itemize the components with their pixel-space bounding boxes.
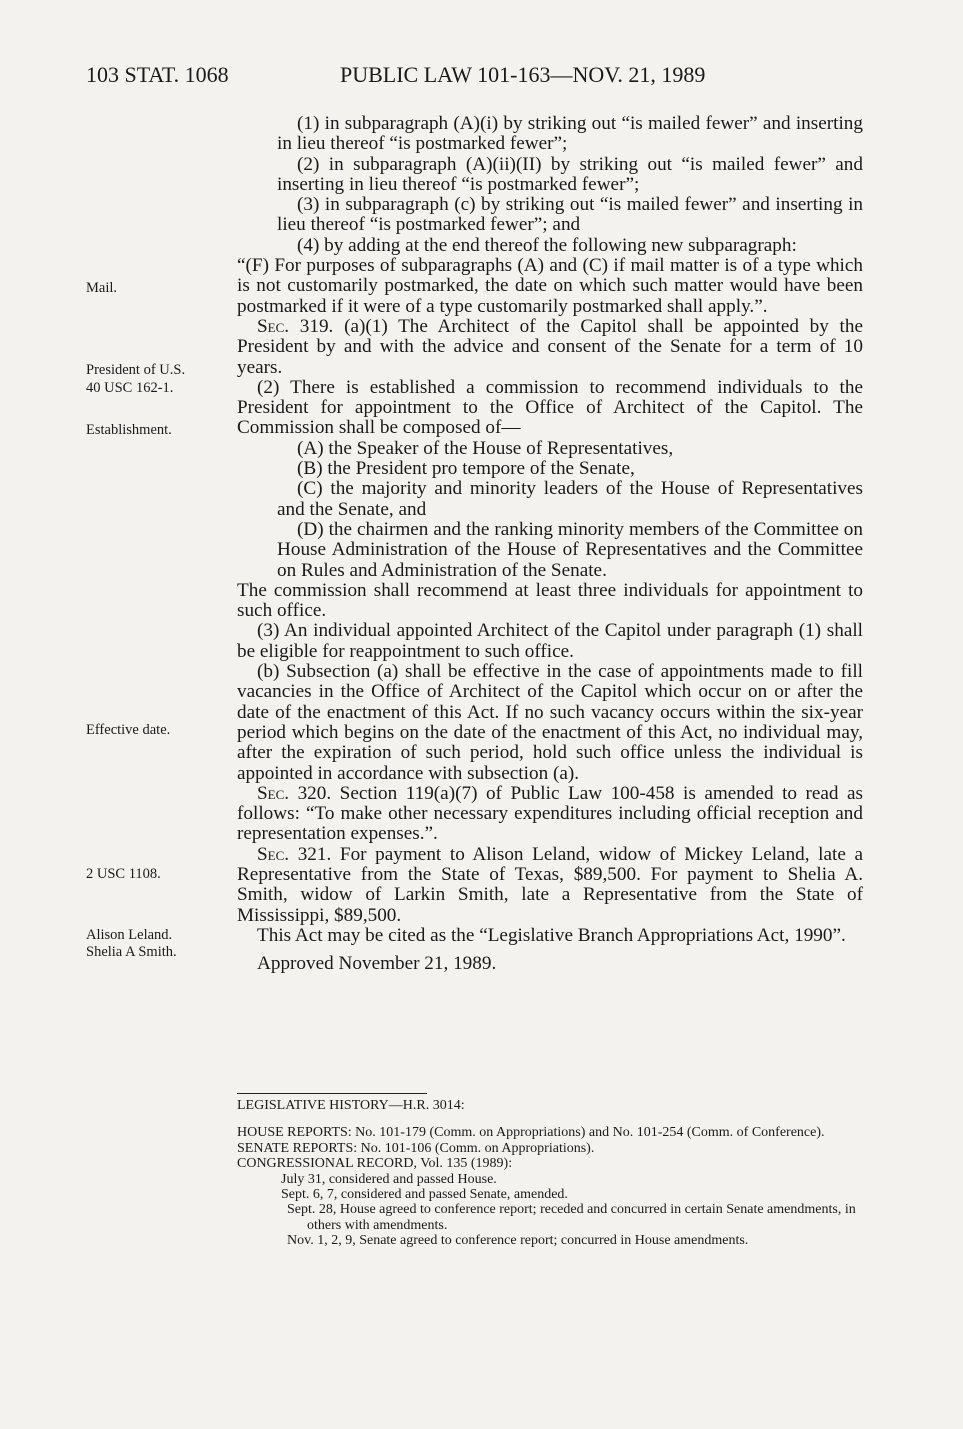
margin-note-establishment: Establishment. — [86, 422, 172, 438]
history-entry: July 31, considered and passed House. — [281, 1171, 497, 1187]
margin-note-40-usc: 40 USC 162-1. — [86, 380, 174, 396]
paragraph-2: (2) in subparagraph (A)(ii)(II) by striking out “is mailed fewer” and inserting in lieu thereof “is postmarked fewer”; — [277, 153, 863, 195]
history-entry: Nov. 1, 2, 9, Senate agreed to conference report; concurred in House amendments. — [287, 1233, 749, 1249]
section-321-text: For payment to Alison Leland, widow of Mickey Leland, late a Representative from the State of Texas, $89,500. For payment to Shelia A. Smith, widow of Larkin Smith, late a Representative from the State of Mississippi, $89,500. — [237, 843, 864, 926]
section-320-text: Section 119(a)(7) of Public Law 100-458 is amended to read as follows: “To make other necessary expenditures including official reception and representation expenses.”. — [237, 782, 863, 845]
paragraph-1: (1) in subparagraph (A)(i) by striking out “is mailed fewer” and inserting in lieu thereof “is postmarked fewer”; — [277, 113, 863, 155]
section-321 — [237, 845, 863, 926]
public-law-title: PUBLIC LAW 101-163—NOV. 21, 1989 — [340, 62, 706, 87]
legislative-history — [237, 1092, 863, 1249]
section-319-a3: (3) An individual appointed Architect of the Capitol under paragraph (1) shall be eligible for reappointment to such office. — [237, 620, 863, 662]
section-321-label: Sec. 321. — [257, 843, 332, 865]
section-319-label: Sec. 319. — [257, 315, 334, 337]
short-title: This Act may be cited as the “Legislative Branch Appropriations Act, 1990”. — [257, 924, 846, 946]
margin-note-2-usc: 2 USC 1108. — [86, 866, 161, 882]
section-320 — [237, 784, 863, 845]
statute-reference: 103 STAT. 1068 — [86, 62, 229, 87]
margin-note-mail: Mail. — [86, 280, 118, 296]
history-entry: Sept. 6, 7, considered and passed Senate, amended. — [281, 1187, 568, 1203]
house-reports: HOUSE REPORTS: No. 101-179 (Comm. on Appropriations) and No. 101-254 (Comm. of Conference). — [237, 1125, 825, 1141]
margin-note-effective-date: Effective date. — [86, 722, 171, 738]
history-entry: Sept. 28, House agreed to conference report; receded and concurred in certain Senate amendments, in others with amendments. — [287, 1202, 856, 1233]
law-body — [237, 114, 863, 974]
section-320-label: Sec. 320. — [257, 782, 332, 804]
section-319-a1-text: (a)(1) The Architect of the Capitol shall be appointed by the President by and with the advice and consent of the Senate for a term of 10 years. — [237, 315, 863, 378]
approval-date: Approved November 21, 1989. — [257, 953, 497, 975]
commission-member-b: (B) the President pro tempore of the Senate, — [297, 458, 635, 480]
paragraph-4: (4) by adding at the end thereof the following new subparagraph: — [297, 234, 797, 256]
margin-note-alison-leland: Alison Leland. — [86, 927, 173, 943]
section-319-a2: (2) There is established a commission to recommend individuals to the President for appointment to the Office of Architect of the Capitol. The Commission shall be composed of— — [237, 376, 863, 439]
subparagraph-f: “(F) For purposes of subparagraphs (A) and (C) if mail matter is of a type which is not customarily postmarked, the date on which such matter would have been postmarked if it were of a type customarily postmarked shall apply.”. — [237, 255, 863, 317]
paragraph-3: (3) in subparagraph (c) by striking out “is mailed fewer” and inserting in lieu thereof “is postmarked fewer”; and — [277, 194, 863, 236]
margin-note-president: President of U.S. — [86, 362, 186, 378]
senate-reports: SENATE REPORTS: No. 101-106 (Comm. on Appropriations). — [237, 1140, 595, 1156]
section-319-a1 — [237, 317, 863, 378]
commission-member-c: (C) the majority and minority leaders of the House of Representatives and the Senate, and — [277, 478, 863, 520]
commission-member-a: (A) the Speaker of the House of Representatives, — [297, 437, 674, 459]
section-319-b: (b) Subsection (a) shall be effective in the case of appointments made to fill vacancies in the Office of Architect of the Capitol which occur on or after the date of the enactment of this Act. If no such vacancy occurs within the six-year period which begins on the date of the enactment of this Act, no individual may, after the expiration of such period, hold such office unless the individual is appointed in accordance with subsection (a). — [237, 661, 863, 784]
margin-note-shelia-smith: Shelia A Smith. — [86, 944, 177, 960]
commission-recommend: The commission shall recommend at least three individuals for appointment to such office. — [237, 579, 863, 622]
history-spacer — [237, 1113, 863, 1125]
congressional-record: CONGRESSIONAL RECORD, Vol. 135 (1989): — [237, 1156, 513, 1172]
history-title: LEGISLATIVE HISTORY—H.R. 3014: — [237, 1098, 465, 1113]
commission-member-d: (D) the chairmen and the ranking minority members of the Committee on House Administration of the House of Representatives and the Committee on Rules and Administration of the Senate. — [277, 518, 863, 581]
